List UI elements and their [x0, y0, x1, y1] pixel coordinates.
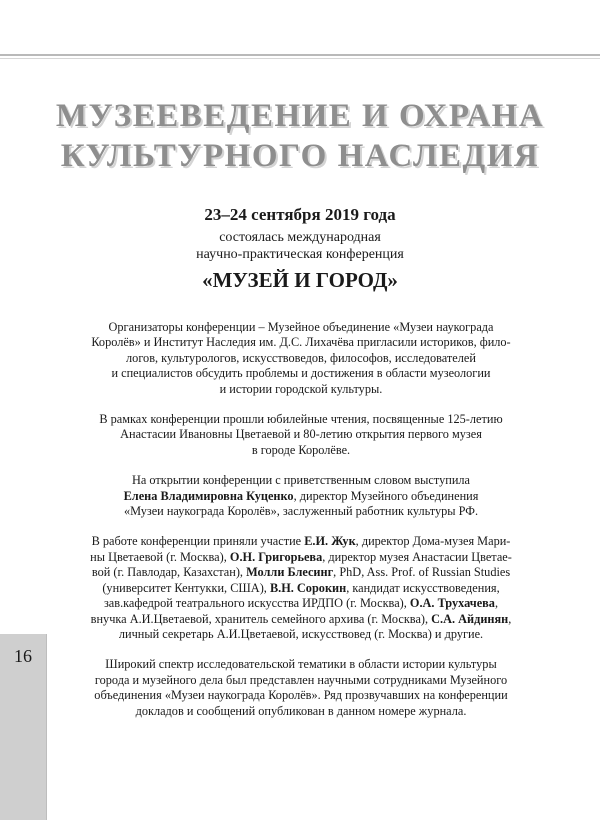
participant-name: Молли Блесинг	[246, 565, 334, 580]
text-span: внучка А.И.Цветаевой, хранитель семейного архива (г. Москва),	[90, 611, 432, 626]
side-divider	[46, 634, 47, 820]
page-number: 16	[14, 646, 32, 666]
text-line: в городе Королёве.	[251, 442, 351, 457]
text-line	[86, 612, 516, 627]
speaker-name: Елена Владимировна Куценко	[123, 488, 294, 503]
participant-name: С.А. Айдинян	[431, 611, 509, 626]
text-line: «Музеи наукограда Королёв», заслуженный работник культуры РФ.	[123, 504, 479, 519]
text-line: и специалистов обсудить проблемы и достижения в области музеологии	[111, 366, 491, 381]
event-intro	[0, 229, 600, 263]
text-line: На открытии конференции с приветственным словом выступила	[131, 473, 470, 488]
text-line: Анастасии Ивановны Цветаевой и 80-летию открытия первого музея	[120, 427, 482, 442]
text-line	[86, 534, 516, 549]
top-rule-secondary	[0, 58, 600, 59]
text-span: вой (г. Павлодар, Казахстан),	[91, 565, 247, 580]
text-line: личный секретарь А.И.Цветаевой, искусствовед (г. Москва) и другие.	[118, 626, 484, 641]
paragraph-opening	[86, 473, 516, 519]
text-line: докладов и сообщений опубликован в данном номере журнала.	[135, 703, 467, 718]
text-line	[86, 489, 516, 504]
text-line	[86, 596, 516, 611]
conference-name: «МУЗЕЙ И ГОРОД»	[202, 268, 398, 292]
text-span: , директор музея Анастасии Цветае-	[322, 549, 512, 564]
text-line: Организаторы конференции – Музейное объединение «Музеи наукограда	[108, 320, 494, 334]
text-span: , директор Дома-музея Мари-	[355, 534, 511, 549]
participant-name: О.Н. Григорьева	[229, 549, 323, 564]
text-line	[86, 565, 516, 580]
text-span: , PhD, Ass. Prof. of Russian Studies	[333, 565, 511, 580]
text-line: города и музейного дела был представлен научными сотрудниками Музейного	[94, 672, 508, 687]
text-line	[86, 581, 516, 596]
article-body	[86, 320, 516, 734]
participant-name: В.Н. Сорокин	[269, 580, 347, 595]
text-line: В рамках конференции прошли юбилейные чтения, посвященные 125-летию	[99, 412, 503, 427]
event-intro-line-2: научно-практическая конференция	[196, 247, 404, 262]
text-span: , директор Музейного объединения	[293, 488, 479, 503]
text-span: ны Цветаевой (г. Москва),	[90, 549, 230, 564]
text-span: (университет Кентукки, США),	[102, 580, 270, 595]
text-span: В работе конференции приняли участие	[91, 534, 305, 549]
paragraph-organizers	[86, 320, 516, 397]
text-line	[86, 550, 516, 565]
section-title-line-1: МУЗЕЕВЕДЕНИЕ И ОХРАНА	[55, 98, 545, 134]
paragraph-participants	[86, 534, 516, 642]
text-line: Королёв» и Институт Наследия им. Д.С. Лихачёва пригласили историков, фило-	[91, 335, 511, 350]
text-line: объединения «Музеи наукограда Королёв». Ряд прозвучавших на конференции	[94, 688, 508, 703]
text-span: зав.кафедрой театрального искусства ИРДПО (г. Москва),	[103, 596, 410, 611]
participant-name: О.А. Трухачева	[409, 596, 495, 611]
top-rule	[0, 54, 600, 56]
paragraph-jubilee	[86, 412, 516, 458]
participant-name: Е.И. Жук	[304, 534, 356, 549]
text-span: ,	[508, 611, 512, 626]
text-span: , кандидат искусствоведения,	[346, 580, 500, 595]
section-title-line-2: КУЛЬТУРНОГО НАСЛЕДИЯ	[60, 138, 540, 174]
section-title	[40, 96, 560, 176]
text-line: логов, культурологов, искусствоведов, философов, исследователей	[126, 350, 476, 365]
event-date: 23–24 сентября 2019 года	[204, 205, 396, 224]
text-line: Широкий спектр исследовательской тематики в области истории культуры	[105, 657, 497, 672]
paragraph-research	[86, 657, 516, 719]
text-span: ,	[494, 596, 499, 611]
event-intro-line-1: состоялась международная	[219, 230, 381, 245]
text-line: и истории городской культуры.	[219, 381, 383, 396]
